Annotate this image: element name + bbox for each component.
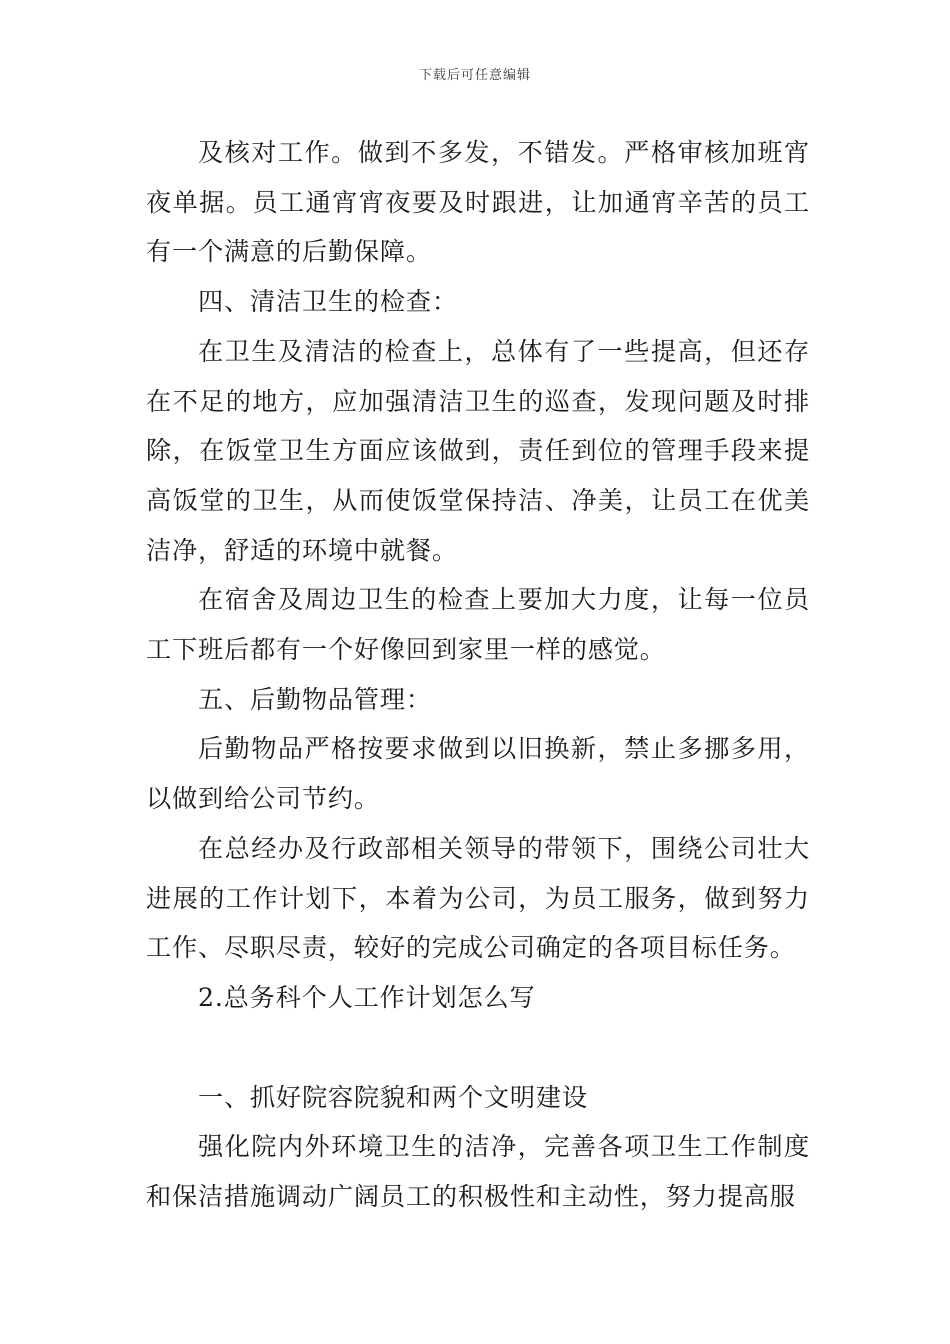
section-heading-cleaning: 四、清洁卫生的检查：: [198, 287, 458, 317]
paragraph-dispatch-check: 及核对工作。做到不多发，不错发。严格审核加班宵夜单据。员工通宵宵夜要及时跟进，让加通宵辛苦的员工有一个满意的后勤保障。: [146, 138, 810, 267]
page-header-note: 下载后可任意编辑: [418, 68, 531, 83]
article-title-general-affairs: 2.总务科个人工作计划怎么写: [198, 982, 536, 1012]
paragraph-cleaning-inspection: 在卫生及清洁的检查上，总体有了一些提高，但还存在不足的地方，应加强清洁卫生的巡查，发现问题及时排除，在饭堂卫生方面应该做到，责任到位的管理手段来提高饭堂的卫生，从而使饭堂保持洁、净美，让员工在优美洁净，舒适的环境中就餐。: [146, 336, 810, 565]
paragraph-leadership-plan: 在总经办及行政部相关领导的带领下，围绕公司壮大进展的工作计划下，本着为公司，为员工服务，做到努力工作、尽职尽责，较好的完成公司确定的各项目标任务。: [146, 833, 810, 963]
blank-line: [146, 1023, 810, 1073]
paragraph-environment-hygiene: 强化院内外环境卫生的洁净，完善各项卫生工作制度和保洁措施调动广阔员工的积极性和主动性，努力提高服: [146, 1132, 810, 1212]
paragraph-logistics-items: 后勤物品严格按要求做到以旧换新，禁止多挪多用，以做到给公司节约。: [146, 734, 810, 814]
document-body: [146, 128, 810, 1222]
section-heading-logistics: 五、后勤物品管理：: [198, 684, 432, 714]
paragraph-dormitory-inspection: 在宿舍及周边卫生的检查上要加大力度，让每一位员工下班后都有一个好像回到家里一样的感觉。: [146, 585, 810, 665]
section-heading-hospital-appearance: 一、抓好院容院貌和两个文明建设: [198, 1082, 588, 1112]
